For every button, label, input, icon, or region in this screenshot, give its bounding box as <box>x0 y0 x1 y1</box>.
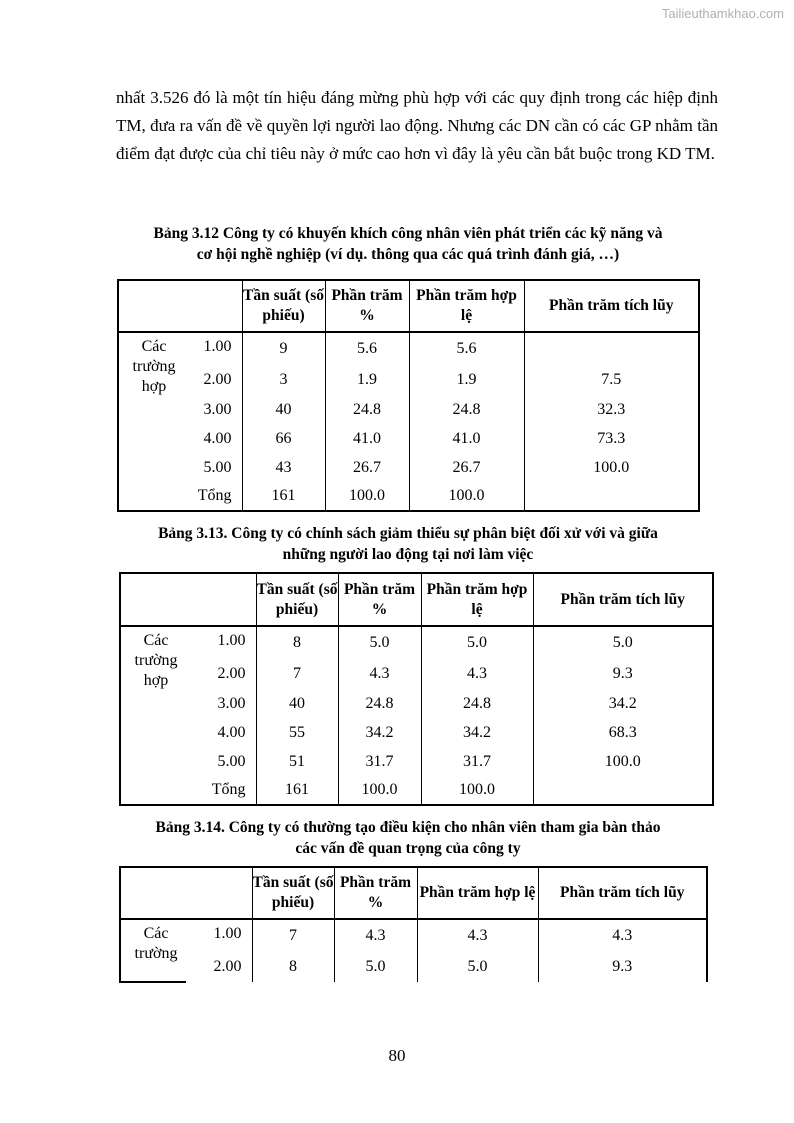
table3-header-freq: Tần suất (số phiếu) <box>252 867 334 919</box>
freq-cell: 51 <box>256 747 338 776</box>
percent-cell: 5.0 <box>334 952 417 982</box>
table-row <box>120 718 713 747</box>
valid-cell: 24.8 <box>409 395 524 424</box>
valid-cell: 24.8 <box>421 689 533 718</box>
valid-cell: 41.0 <box>409 424 524 453</box>
valid-cell: 4.3 <box>421 659 533 689</box>
row-key: Tổng <box>211 781 246 798</box>
row-key: 2.00 <box>217 665 246 682</box>
valid-cell: 5.6 <box>409 332 524 365</box>
valid-cell: 5.0 <box>421 626 533 659</box>
cum-cell: 4.3 <box>538 919 707 952</box>
percent-cell: 5.0 <box>338 626 421 659</box>
freq-cell: 40 <box>242 395 325 424</box>
cum-cell: 100.0 <box>533 747 713 776</box>
table1-caption-line1: Bảng 3.12 Công ty có khuyến khích công nhân viên phát triển các kỹ năng và <box>153 225 663 242</box>
table2-header-freq: Tần suất (số phiếu) <box>256 573 338 626</box>
valid-cell: 100.0 <box>421 776 533 805</box>
valid-cell: 1.9 <box>409 365 524 395</box>
cum-cell: 73.3 <box>524 424 699 453</box>
row-key: 2.00 <box>203 371 232 388</box>
page-number: 80 <box>388 1046 406 1065</box>
cum-cell <box>533 776 713 805</box>
table-row <box>118 332 699 365</box>
table3-caption-line2: các vấn đề quan trọng của công ty <box>295 840 521 857</box>
row-key: 4.00 <box>217 723 246 741</box>
percent-cell: 5.6 <box>325 332 409 365</box>
table2-caption <box>100 523 716 565</box>
table2-header-percent: Phần trăm % <box>338 573 421 626</box>
table2-header-cum: Phần trăm tích lũy <box>533 573 713 626</box>
row-key-cell <box>120 776 256 805</box>
row-key: Tổng <box>197 487 232 504</box>
table1-body <box>118 332 699 511</box>
row-key: 4.00 <box>203 429 232 447</box>
cum-cell: 34.2 <box>533 689 713 718</box>
percent-cell: 100.0 <box>325 482 409 511</box>
table3-header-blank <box>120 867 252 919</box>
row-group-label: Các trường <box>134 925 178 962</box>
percent-cell: 1.9 <box>325 365 409 395</box>
percent-cell: 100.0 <box>338 776 421 805</box>
row-group-label: Các trường hợp <box>134 632 178 689</box>
row-key: 1.00 <box>203 338 232 355</box>
row-key-cell <box>120 689 256 718</box>
row-key-cell <box>118 395 242 424</box>
percent-cell: 31.7 <box>338 747 421 776</box>
cum-cell <box>524 332 699 365</box>
valid-cell: 26.7 <box>409 453 524 482</box>
table3-caption-line1: Bảng 3.14. Công ty có thường tạo điều kiện cho nhân viên tham gia bàn thảo <box>155 819 661 836</box>
table-row <box>120 747 713 776</box>
freq-cell: 66 <box>242 424 325 453</box>
cum-cell: 7.5 <box>524 365 699 395</box>
percent-cell: 41.0 <box>325 424 409 453</box>
watermark: Tailieuthamkhao.com <box>661 6 784 21</box>
table1-header-cum: Phần trăm tích lũy <box>524 280 699 332</box>
row-key: 3.00 <box>217 694 246 712</box>
percent-cell: 34.2 <box>338 718 421 747</box>
table-row <box>120 626 713 659</box>
table-row <box>118 424 699 453</box>
row-key: 5.00 <box>217 752 246 770</box>
row-key: 3.00 <box>203 400 232 418</box>
row-key-cell <box>120 919 252 962</box>
freq-cell: 161 <box>256 776 338 805</box>
percent-cell: 24.8 <box>325 395 409 424</box>
freq-cell: 55 <box>256 718 338 747</box>
table3-body <box>120 919 707 982</box>
row-key-cell <box>120 952 252 982</box>
cum-cell: 32.3 <box>524 395 699 424</box>
freq-cell: 43 <box>242 453 325 482</box>
percent-cell: 4.3 <box>338 659 421 689</box>
row-key: 2.00 <box>213 958 242 975</box>
freq-cell: 9 <box>242 332 325 365</box>
cum-cell: 68.3 <box>533 718 713 747</box>
freq-cell: 40 <box>256 689 338 718</box>
valid-cell: 100.0 <box>409 482 524 511</box>
table-row <box>120 952 707 982</box>
table3-cut-line <box>119 981 186 983</box>
table1-header-blank <box>118 280 242 332</box>
table-row <box>120 659 713 689</box>
cum-cell: 100.0 <box>524 453 699 482</box>
table3 <box>119 866 708 982</box>
freq-cell: 8 <box>252 952 334 982</box>
body-paragraph: nhất 3.526 đó là một tín hiệu đáng mừng phù hợp với các quy định trong các hiệp định TM, đưa ra vấn đề về quyền lợi người lao động. Nhưng các DN cần có các GP nhằm tần điểm đạt được của chỉ tiêu này ở mức cao hơn vì đây là yêu cần bắt buộc trong KD TM. <box>116 88 718 163</box>
row-key: 5.00 <box>203 458 232 476</box>
valid-cell: 4.3 <box>417 919 538 952</box>
table1-caption-line2: cơ hội nghề nghiệp (ví dụ. thông qua các quá trình đánh giá, …) <box>196 246 620 263</box>
row-group-label: Các trường hợp <box>132 338 176 395</box>
table-row <box>118 395 699 424</box>
row-key-cell <box>118 482 242 511</box>
freq-cell: 7 <box>256 659 338 689</box>
table1-header-valid: Phần trăm hợp lệ <box>409 280 524 332</box>
cum-cell: 5.0 <box>533 626 713 659</box>
table3-header-cum: Phần trăm tích lũy <box>538 867 707 919</box>
cum-cell: 9.3 <box>538 952 707 982</box>
table2-header-valid: Phần trăm hợp lệ <box>421 573 533 626</box>
table3-header-valid: Phần trăm hợp lệ <box>417 867 538 919</box>
table2-header-blank <box>120 573 256 626</box>
row-key-cell <box>120 718 256 747</box>
table3-caption <box>100 817 716 859</box>
row-key: 1.00 <box>217 632 246 649</box>
freq-cell: 3 <box>242 365 325 395</box>
table1-header-percent: Phần trăm % <box>325 280 409 332</box>
table1-caption <box>100 223 716 265</box>
table3-header-percent: Phần trăm % <box>334 867 417 919</box>
cum-cell: 9.3 <box>533 659 713 689</box>
row-key-cell <box>118 365 242 395</box>
table-row <box>120 919 707 952</box>
percent-cell: 4.3 <box>334 919 417 952</box>
table1-header-freq: Tần suất (số phiếu) <box>242 280 325 332</box>
row-key: 1.00 <box>213 925 242 942</box>
row-key-cell <box>118 424 242 453</box>
freq-cell: 8 <box>256 626 338 659</box>
percent-cell: 24.8 <box>338 689 421 718</box>
valid-cell: 34.2 <box>421 718 533 747</box>
table-row <box>118 453 699 482</box>
cum-cell <box>524 482 699 511</box>
table-row <box>120 689 713 718</box>
table2-body <box>120 626 713 805</box>
table1 <box>117 279 700 512</box>
row-key-cell <box>120 747 256 776</box>
valid-cell: 5.0 <box>417 952 538 982</box>
table2-caption-line1: Bảng 3.13. Công ty có chính sách giảm thiểu sự phân biệt đối xử với và giữa <box>158 525 658 542</box>
table-row <box>118 482 699 511</box>
table2-caption-line2: những người lao động tại nơi làm việc <box>282 546 534 563</box>
row-key-cell <box>120 659 256 689</box>
row-key-cell <box>118 453 242 482</box>
table-row <box>120 776 713 805</box>
valid-cell: 31.7 <box>421 747 533 776</box>
freq-cell: 161 <box>242 482 325 511</box>
percent-cell: 26.7 <box>325 453 409 482</box>
freq-cell: 7 <box>252 919 334 952</box>
table-row <box>118 365 699 395</box>
table2 <box>119 572 714 806</box>
